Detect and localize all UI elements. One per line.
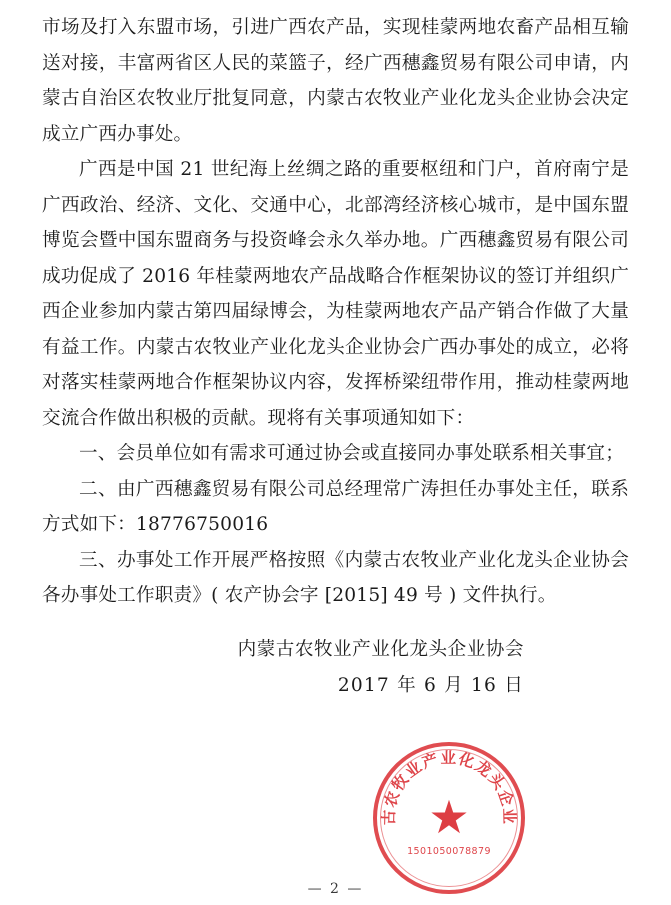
official-seal-stamp: [364, 727, 525, 894]
signature-block: [42, 632, 629, 704]
paragraph-5: 三、办事处工作开展严格按照《内蒙古农牧业产业化龙头企业协会各办事处工作职责》( 农产协会字 [2015] 49 号 ) 文件执行。: [42, 549, 629, 606]
seal-arc-text: [364, 727, 525, 894]
document-body: [42, 10, 629, 614]
signature-date: 2017 年 6 月 16 日: [337, 674, 524, 696]
page-number: — 2 —: [307, 881, 364, 897]
seal-top-text: 内蒙古农牧业产业化龙头企业协会: [364, 727, 520, 826]
seal-star-icon: ★: [428, 790, 470, 845]
paragraph-2: 广西是中国 21 世纪海上丝绸之路的重要枢纽和门户，首府南宁是广西政治、经济、文化、交通中心，北部湾经济核心城市，是中国东盟博览会暨中国东盟商务与投资峰会永久举办地。广西穗鑫贸易有限公司成功促成了 2016 年桂蒙两地农产品战略合作框架协议的签订并组织广西企业参加内蒙古第四届绿博会，为桂蒙两地农产品产销合作做了大量有益工作。内蒙古农牧业产业化龙头企业协会广西办事处的成立，必将对落实桂蒙两地合作框架协议内容，发挥桥梁纽带作用，推动桂蒙两地交流合作做出积极的贡献。现将有关事项通知如下：: [42, 159, 629, 429]
seal-bottom-text: 1501050078879: [407, 846, 491, 857]
paragraph-3: 一、会员单位如有需求可通过协会或直接同办事处联系相关事宜；: [79, 443, 625, 464]
svg-text:内蒙古农牧业产业化龙头企业协会: [364, 727, 519, 825]
paragraph-1: 市场及打入东盟市场，引进广西农产品，实现桂蒙两地农畜产品相互输送对接，丰富两省区人民的菜篮子，经广西穗鑫贸易有限公司申请，内蒙古自治区农牧业厅批复同意，内蒙古农牧业产业化龙头企业协会决定成立广西办事处。: [42, 17, 629, 145]
paragraph-4: 二、由广西穗鑫贸易有限公司总经理常广涛担任办事处主任，联系方式如下：18776750016: [42, 478, 629, 535]
seal-inner-ring: [380, 749, 518, 887]
seal-outer-ring: [373, 742, 525, 894]
signature-organization: 内蒙古农牧业产业化龙头企业协会: [237, 638, 524, 660]
